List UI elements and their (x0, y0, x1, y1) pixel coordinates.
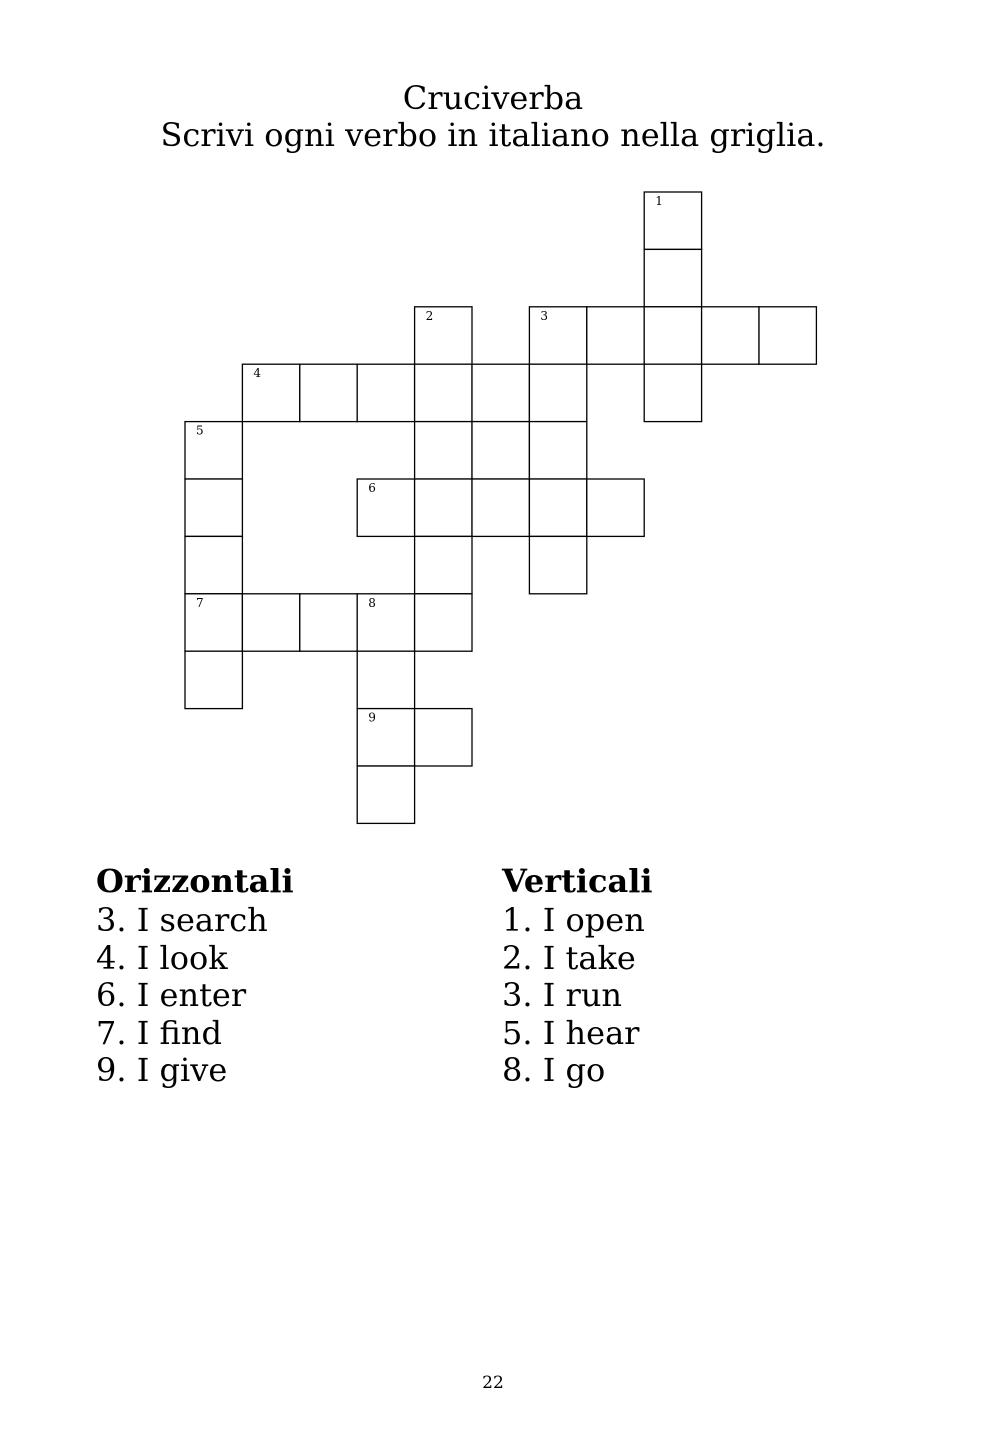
grid-cell[interactable] (357, 479, 414, 536)
clue-down-1: 1. I open (502, 901, 645, 939)
grid-number-4: 4 (253, 366, 262, 381)
grid-cell[interactable] (644, 249, 701, 306)
clue-across-3: 3. I search (96, 901, 268, 939)
grid-cell[interactable] (702, 307, 759, 364)
clue-down-5: 5. I hear (502, 1013, 640, 1052)
clue-across-4: 4. I look (96, 938, 228, 977)
grid-cell[interactable] (472, 479, 529, 536)
grid-cell[interactable] (415, 536, 472, 593)
grid-cell[interactable] (185, 479, 242, 536)
grid-cell[interactable] (529, 364, 586, 421)
clue-down-2: 2. I take (502, 938, 636, 977)
across-clues (96, 862, 294, 1090)
grid-cell[interactable] (415, 479, 472, 536)
grid-cell[interactable] (529, 536, 586, 593)
down-heading: Verticali (502, 862, 653, 900)
grid-cell[interactable] (472, 422, 529, 479)
grid-cell[interactable] (759, 307, 816, 364)
grid-cell[interactable] (242, 364, 299, 421)
grid-number-2: 2 (425, 308, 434, 323)
grid-number-8: 8 (368, 595, 376, 610)
grid-cell[interactable] (357, 594, 414, 651)
grid-cell[interactable] (242, 594, 299, 651)
clue-down-8: 8. I go (502, 1051, 606, 1089)
page-number: 22 (482, 1373, 504, 1393)
grid-cell[interactable] (357, 364, 414, 421)
grid-cell[interactable] (415, 422, 472, 479)
grid-cell[interactable] (529, 422, 586, 479)
grid-cell[interactable] (415, 709, 472, 766)
grid-number-6: 6 (368, 481, 376, 495)
grid-cell[interactable] (415, 364, 472, 421)
grid-number-9: 9 (368, 710, 376, 725)
grid-cell[interactable] (644, 307, 701, 364)
grid-number-3: 3 (540, 308, 549, 323)
grid-cell[interactable] (644, 364, 701, 421)
grid-number-1: 1 (655, 194, 663, 208)
grid-cell[interactable] (185, 651, 242, 708)
grid-cell[interactable] (644, 192, 701, 249)
across-heading: Orizzontali (96, 862, 294, 900)
grid-cell[interactable] (587, 307, 644, 364)
grid-cell[interactable] (472, 364, 529, 421)
grid-cell[interactable] (529, 307, 586, 364)
clue-across-7: 7. I find (96, 1013, 222, 1052)
grid-cell[interactable] (300, 594, 357, 651)
clue-across-9: 9. I give (96, 1051, 228, 1089)
grid-number-5: 5 (196, 423, 204, 438)
clue-across-6: 6. I enter (96, 976, 247, 1014)
grid-cell[interactable] (185, 594, 242, 651)
grid-cell[interactable] (587, 479, 644, 536)
grid-number-7: 7 (196, 595, 204, 610)
grid-cell[interactable] (357, 651, 414, 708)
clue-down-3: 3. I run (502, 976, 623, 1014)
grid-cell[interactable] (185, 422, 242, 479)
instruction-text: Scrivi ogni verbo in italiano nella griglia. (160, 116, 826, 154)
grid-cell[interactable] (415, 594, 472, 651)
grid-cell[interactable] (415, 307, 472, 364)
grid-cell[interactable] (357, 766, 414, 823)
down-clues (502, 862, 653, 1090)
grid-cell[interactable] (185, 536, 242, 593)
grid-cell[interactable] (357, 709, 414, 766)
page-title: Cruciverba (402, 79, 584, 117)
grid-cell[interactable] (300, 364, 357, 421)
grid-cell[interactable] (529, 479, 586, 536)
